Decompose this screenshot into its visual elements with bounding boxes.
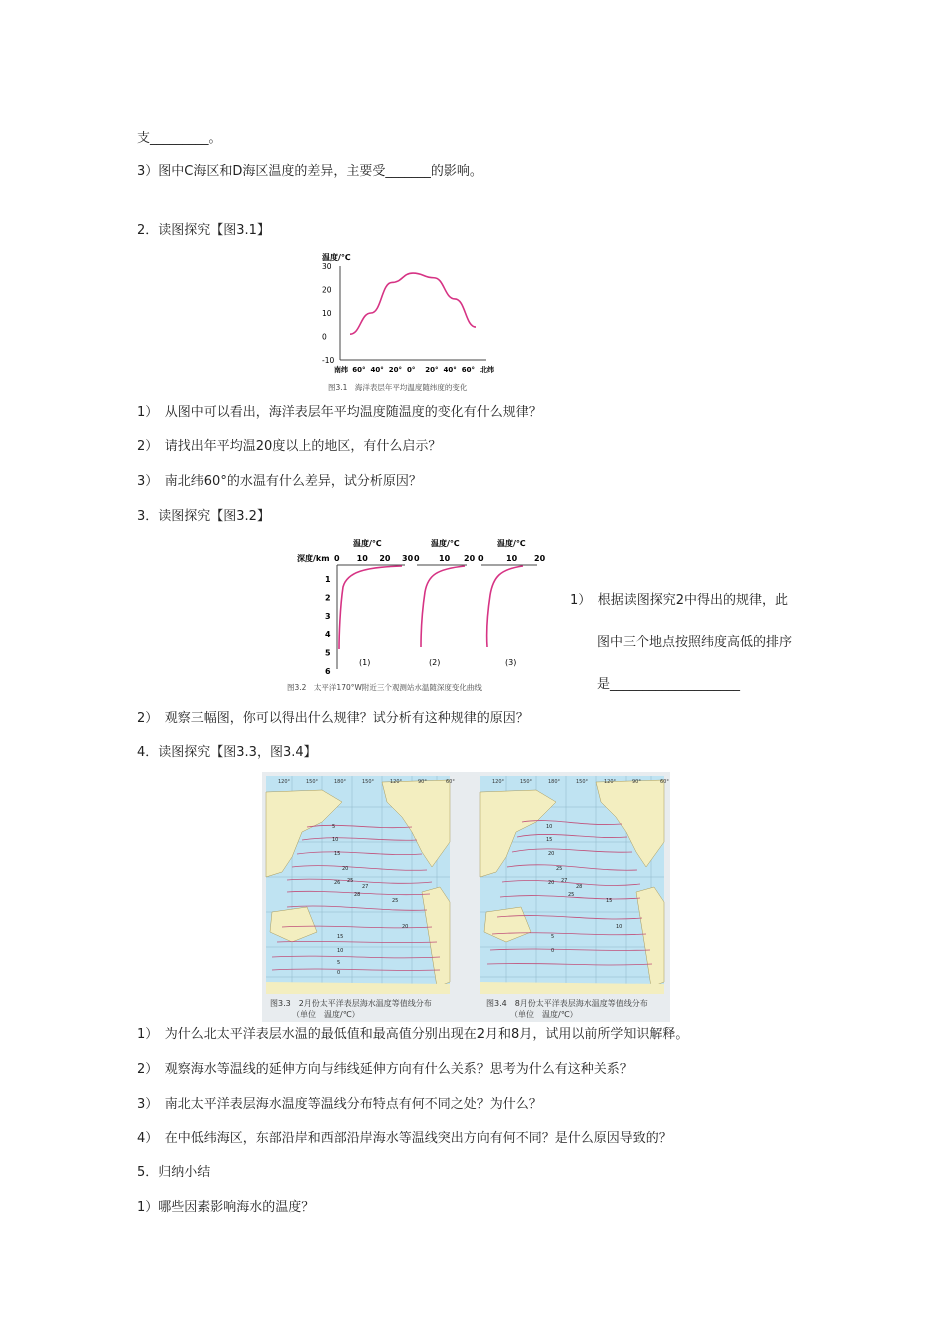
isotherm-label: 0 [551,948,555,954]
depth-tick-label: 6 [325,667,331,676]
isotherm-label: 20 [402,924,409,930]
longitude-tick-label: 60° [660,779,669,785]
longitude-tick-label: 150° [576,779,589,785]
isotherm-label: 10 [546,824,553,830]
depth-tick-label: 4 [325,630,331,640]
y-tick-label: 0 [322,332,327,342]
question: 1） 为什么北太平洋表层水温的最低值和最高值分别出现在2月和8月，试用以前所学知识解释。 [137,1027,689,1042]
isotherm-label: 15 [606,898,613,904]
map-caption: 图3.4 8月份太平洋表层海水温度等值线分布 [486,999,648,1008]
temperature-tick-label: 10 [439,554,451,563]
isotherm-label: 28 [576,884,583,890]
panel-label: (2) [429,658,441,667]
isotherm-label: 10 [337,948,344,954]
side-question: 是____________________ [597,677,741,692]
longitude-tick-label: 120° [492,779,505,785]
question: 1）哪些因素影响海水的温度？ [137,1200,315,1215]
temperature-tick-label: 0 [334,554,340,563]
x-tick-label: 60° [461,366,475,374]
isotherm-label: 25 [556,866,563,872]
longitude-tick-label: 120° [278,779,291,785]
depth-tick-label: 1 [325,575,331,584]
figure-3-2-chart [285,537,555,697]
longitude-tick-label: 150° [520,779,533,785]
question: 2） 观察三幅图，你可以得出什么规律？试分析有这种规律的原因？ [137,711,529,726]
question: 3） 南北太平洋表层海水温度等温线分布特点有何不同之处？为什么？ [137,1097,542,1112]
top-axis-label: 温度/℃ [497,539,526,548]
figure-3-3-3-4-maps [262,772,670,1022]
longitude-tick-label: 150° [362,779,375,785]
isotherm-label: 15 [546,837,553,843]
question: 4） 在中低纬海区，东部沿岸和西部沿岸海水等温线突出方向有何不同？是什么原因导致的？ [137,1131,672,1146]
depth-curve-1 [339,566,402,649]
temperature-tick-label: 10 [506,554,518,563]
section-heading: 5．归纳小结 [137,1165,211,1180]
y-tick-label: -10 [322,356,335,365]
x-tick-label: 20° [388,366,402,374]
longitude-tick-label: 120° [390,779,403,785]
isotherm-label: 0 [337,970,341,976]
isotherm-label: 10 [332,837,339,843]
text-line: 支_________。 [137,131,222,146]
panel-label: (1) [359,658,371,667]
depth-tick-label: 2 [325,593,331,603]
isotherm-label: 25 [568,892,575,898]
isotherm-label: 28 [354,892,361,898]
temperature-tick-label: 20 [534,554,546,563]
isotherm-label: 26 [334,880,341,886]
question: 2） 观察海水等温线的延伸方向与纬线延伸方向有什么关系？思考为什么有这种关系？ [137,1062,633,1077]
depth-curve-3 [487,566,523,647]
figure-caption: 图3.1 海洋表层年平均温度随纬度的变化 [328,383,468,392]
map-august [480,776,669,994]
x-tick-label: 0° [407,366,416,374]
temperature-tick-label: 10 [356,554,368,563]
longitude-tick-label: 180° [334,779,347,785]
isotherm-label: 27 [561,878,568,884]
isotherm-label: 5 [332,824,336,830]
isotherm-label: 5 [337,960,341,966]
map-caption: （单位 温度/℃） [510,1010,578,1019]
x-tick-label: 40° [370,366,384,374]
longitude-tick-label: 180° [548,779,561,785]
temperature-tick-label: 20 [379,554,391,563]
longitude-tick-label: 150° [306,779,319,785]
x-tick-label: 60° [352,366,366,374]
isotherm-label: 5 [551,934,555,940]
isotherm-label: 15 [334,851,341,857]
isotherm-label: 15 [337,934,344,940]
temperature-curve [350,273,476,334]
top-axis-label: 温度/℃ [353,539,382,548]
section-heading: 2．读图探究【图3.1】 [137,223,270,238]
x-tick-label: 40° [443,366,457,374]
longitude-tick-label: 120° [604,779,617,785]
figure-caption: 图3.2 太平洋170°W附近三个观测站水温随深度变化曲线 [287,683,482,692]
depth-tick-label: 3 [325,611,331,621]
side-question: 图中三个地点按照纬度高低的排序 [597,635,793,650]
longitude-tick-label: 60° [446,779,455,785]
y-axis-label: 深度/km [297,554,330,563]
question: 1） 从图中可以看出，海洋表层年平均温度随温度的变化有什么规律？ [137,405,542,420]
x-tick-label: 北纬 [480,366,494,374]
y-tick-label: 20 [322,285,332,295]
temperature-tick-label: 0 [478,554,484,563]
x-tick-label: 20° [425,366,439,374]
isotherm-label: 20 [342,866,349,872]
section-heading: 3．读图探究【图3.2】 [137,509,270,524]
question: 2） 请找出年平均温20度以上的地区，有什么启示？ [137,439,442,454]
y-tick-label: 10 [322,309,332,318]
isotherm-label: 10 [616,924,623,930]
side-question: 1） 根据读图探究2中得出的规律，此 [570,593,789,608]
map-february [266,776,455,994]
temperature-tick-label: 20 [464,554,476,563]
temperature-tick-label: 30 [402,554,414,563]
x-tick-label: 南纬 [334,366,348,374]
top-axis-label: 温度/℃ [431,539,460,548]
longitude-tick-label: 90° [418,779,427,785]
isotherm-label: 25 [392,898,399,904]
depth-tick-label: 5 [325,648,331,658]
map-caption: （单位 温度/℃） [292,1010,360,1019]
isotherm-label: 20 [548,880,555,886]
longitude-tick-label: 90° [632,779,641,785]
temperature-tick-label: 0 [414,554,420,563]
text-line: 3）图中C海区和D海区温度的差异，主要受_______的影响。 [137,164,483,179]
isotherm-label: 25 [347,878,354,884]
y-axis-label: 温度/℃ [322,253,351,262]
depth-curve-2 [421,566,465,647]
isotherm-label: 27 [362,884,369,890]
panel-label: (3) [505,658,517,667]
question: 3） 南北纬60°的水温有什么差异，试分析原因？ [137,474,422,489]
figure-3-1-chart [318,250,508,398]
map-caption: 图3.3 2月份太平洋表层海水温度等值线分布 [270,999,432,1008]
section-heading: 4．读图探究【图3.3，图3.4】 [137,745,317,760]
isotherm-label: 20 [548,851,555,857]
y-tick-label: 30 [322,262,332,271]
